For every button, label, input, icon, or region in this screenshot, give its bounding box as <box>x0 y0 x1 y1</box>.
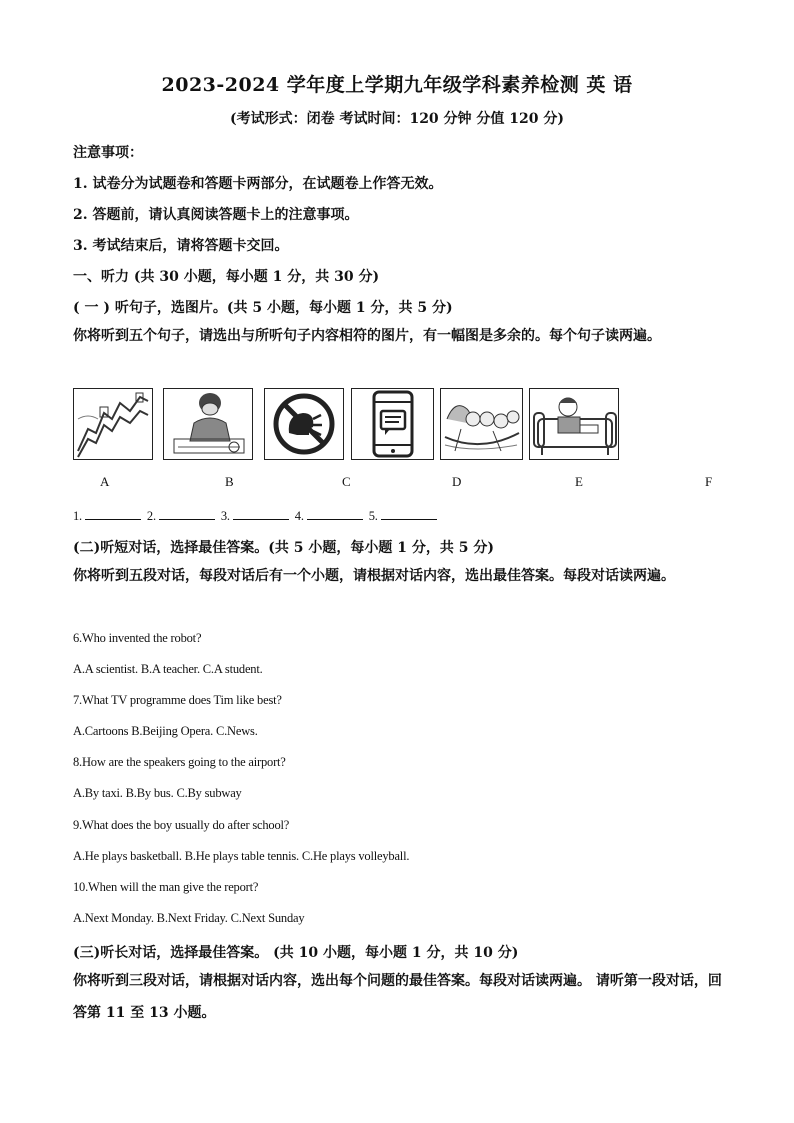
answer-blank[interactable] <box>307 507 363 520</box>
part1-heading: ( 一 ) 听句子，选图片。(共 5 小题，每小题 1 分，共 5 分) <box>73 300 453 316</box>
note-item: 3. 考试结束后，请将答题卡交回。 <box>73 238 289 254</box>
question-options: A.Next Monday. B.Next Friday. C.Next Sunday <box>73 911 305 925</box>
question-options: A.A scientist. B.A teacher. C.A student. <box>73 662 263 676</box>
picture-letter: A <box>100 474 110 489</box>
answer-blanks: 1. 2. 3. 4. 5. <box>73 507 440 524</box>
answer-blank[interactable] <box>85 507 141 520</box>
part3-instruction: 你将听到三段对话，请根据对话内容，选出每个问题的最佳答案。每段对话读两遍。 请听第一段对话，回答第 11 至 13 小题。 <box>73 973 722 1021</box>
question-text: 10.When will the man give the report? <box>73 880 259 894</box>
answer-blank[interactable] <box>159 507 215 520</box>
page-title: 2023-2024 学年度上学期九年级学科素养检测 英 语 <box>161 74 633 96</box>
boy-working-picture <box>163 388 253 460</box>
no-talking-sign-picture <box>264 388 344 460</box>
note-item: 2. 答题前，请认真阅读答题卡上的注意事项。 <box>73 207 359 223</box>
dragon-boat-picture <box>440 388 523 460</box>
answer-blank[interactable] <box>381 507 437 520</box>
notes-heading: 注意事项： <box>73 145 143 161</box>
question-options: A.Cartoons B.Beijing Opera. C.News. <box>73 724 258 738</box>
part3-heading: (三)听长对话，选择最佳答案。 (共 10 小题，每小题 1 分，共 10 分) <box>73 945 519 961</box>
picture-letter: D <box>452 474 462 489</box>
picture-letter: B <box>225 474 234 489</box>
phone-message-picture <box>351 388 434 460</box>
question-text: 6.Who invented the robot? <box>73 631 202 645</box>
question-text: 8.How are the speakers going to the airport? <box>73 755 286 769</box>
note-item: 1. 试卷分为试题卷和答题卡两部分，在试题卷上作答无效。 <box>73 176 443 192</box>
question-text: 7.What TV programme does Tim like best? <box>73 693 282 707</box>
part2-instruction: 你将听到五段对话，每段对话后有一个小题，请根据对话内容，选出最佳答案。每段对话读两遍。 <box>73 568 675 584</box>
girl-on-sofa-picture <box>529 388 619 460</box>
answer-blank[interactable] <box>233 507 289 520</box>
part1-instruction: 你将听到五个句子，请选出与所听句子内容相符的图片，有一幅图是多余的。每个句子读两遍。 <box>73 328 661 344</box>
picture-letter: F <box>705 474 713 489</box>
question-text: 9.What does the boy usually do after school? <box>73 818 290 832</box>
great-wall-picture <box>73 388 153 460</box>
question-options: A.By taxi. B.By bus. C.By subway <box>73 786 242 800</box>
part2-heading: (二)听短对话，选择最佳答案。(共 5 小题，每小题 1 分，共 5 分) <box>73 540 494 556</box>
section-heading: 一、听力 (共 30 小题，每小题 1 分，共 30 分) <box>73 269 380 285</box>
picture-letter: E <box>575 474 583 489</box>
exam-info: (考试形式：闭卷 考试时间：120 分钟 分值 120 分) <box>229 111 565 127</box>
question-options: A.He plays basketball. B.He plays table tennis. C.He plays volleyball. <box>73 849 410 863</box>
picture-letter: C <box>342 474 351 489</box>
